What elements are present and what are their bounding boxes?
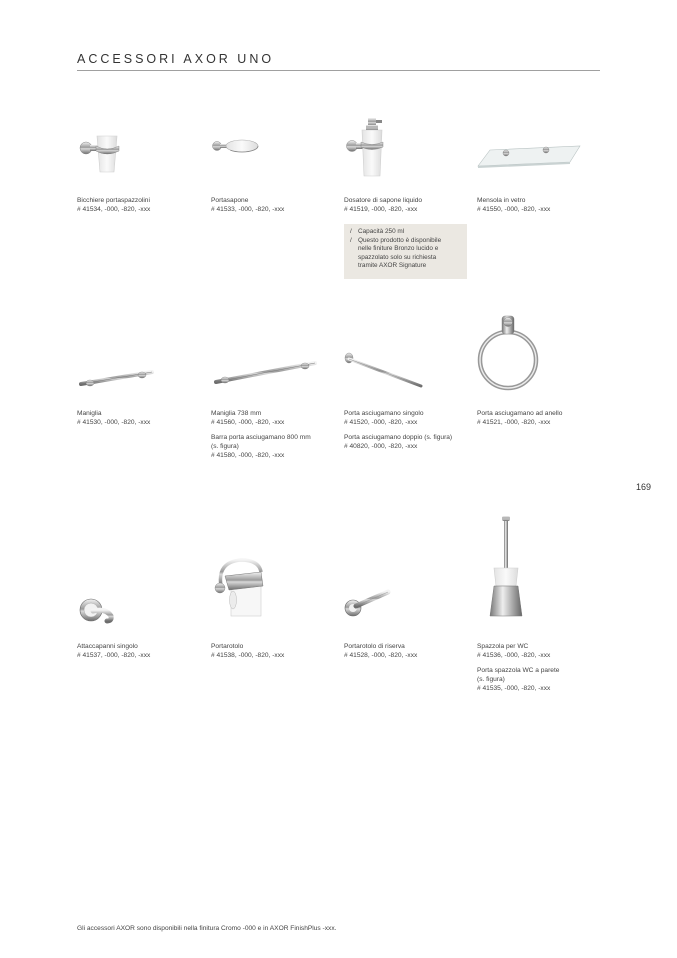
product-code: # 41536, -000, -820, -xxx (477, 652, 551, 659)
product-code: # 41550, -000, -820, -xxx (477, 206, 551, 213)
product-code: # 41530, -000, -820, -xxx (77, 419, 151, 426)
product-item (477, 196, 605, 214)
product-item (211, 409, 339, 460)
title-divider (77, 70, 600, 71)
toilet-roll-holder-icon (211, 556, 267, 620)
product-name: Porta asciugamano singolo (344, 410, 424, 417)
product-variant-name: Porta spazzola WC a parete (477, 667, 560, 674)
note-line: Questo prodotto è disponibile (358, 236, 442, 244)
product-name: Portarotolo di riserva (344, 643, 405, 650)
towel-bar-icon (343, 350, 425, 392)
product-code: # 41560, -000, -820, -xxx (211, 419, 285, 426)
product-code: # 41537, -000, -820, -xxx (77, 652, 151, 659)
product-name: Bicchiere portaspazzolini (77, 197, 150, 204)
soap-dish-icon (212, 134, 260, 158)
product-name: Portarotolo (211, 643, 244, 650)
long-grab-bar-icon (213, 358, 319, 386)
towel-ring-icon (476, 314, 540, 396)
product-item (477, 409, 605, 427)
note-line: spazzolato solo su richiesta (358, 253, 437, 261)
product-variant-note: (s. figura) (477, 676, 505, 683)
product-code: # 41528, -000, -820, -xxx (344, 652, 418, 659)
product-variant-note: (s. figura) (211, 443, 239, 450)
product-item (344, 196, 472, 214)
glass-shelf-icon (476, 144, 584, 170)
soap-dispenser-icon (346, 116, 388, 180)
product-name: Portasapone (211, 197, 249, 204)
product-code: # 41521, -000, -820, -xxx (477, 419, 551, 426)
product-name: Maniglia 738 mm (211, 410, 262, 417)
product-name: Mensola in vetro (477, 197, 526, 204)
product-variant-code: # 41580, -000, -820, -xxx (211, 452, 285, 459)
product-code: # 41533, -000, -820, -xxx (211, 206, 285, 213)
product-variant-code: # 40820, -000, -820, -xxx (344, 443, 418, 450)
product-note-box: / Capacità 250 ml / Questo prodotto è disponibile nelle finiture Bronzo lucido e spazzolato solo su richiesta tramite AXOR Signature (344, 224, 467, 279)
product-code: # 41519, -000, -820, -xxx (344, 206, 418, 213)
product-item (77, 409, 205, 427)
robe-hook-icon (78, 594, 116, 626)
product-item (344, 409, 472, 451)
spare-roll-holder-icon (344, 588, 392, 620)
product-item (77, 196, 205, 214)
product-name: Attaccapanni singolo (77, 643, 138, 650)
product-name: Maniglia (77, 410, 102, 417)
product-name: Dosatore di sapone liquido (344, 197, 423, 204)
product-variant-name: Barra porta asciugamano 800 mm (211, 434, 311, 441)
product-name: Spazzola per WC (477, 643, 529, 650)
grab-bar-icon (78, 366, 156, 388)
toothbrush-tumbler-icon (79, 132, 129, 178)
page-number: 169 (636, 482, 652, 492)
product-item (344, 642, 472, 660)
product-code: # 41520, -000, -820, -xxx (344, 419, 418, 426)
note-line: nelle finiture Bronzo lucido e (358, 245, 439, 253)
product-name: Porta asciugamano ad anello (477, 410, 563, 417)
note-line: Capacità 250 ml (358, 228, 405, 235)
product-code: # 41538, -000, -820, -xxx (211, 652, 285, 659)
page-title: ACCESSORI AXOR UNO (77, 52, 275, 66)
product-code: # 41534, -000, -820, -xxx (77, 206, 151, 213)
product-item (211, 196, 339, 214)
product-item (211, 642, 339, 660)
footer-note: Gli accessori AXOR sono disponibili nella finitura Cromo -000 e in AXOR FinishPlus -xxx. (77, 925, 337, 932)
toilet-brush-icon (488, 516, 524, 622)
product-item (77, 642, 205, 660)
product-variant-code: # 41535, -000, -820, -xxx (477, 685, 551, 692)
product-item (477, 642, 605, 693)
note-line: tramite AXOR Signature (358, 262, 427, 270)
product-variant-name: Porta asciugamano doppio (s. figura) (344, 434, 453, 441)
